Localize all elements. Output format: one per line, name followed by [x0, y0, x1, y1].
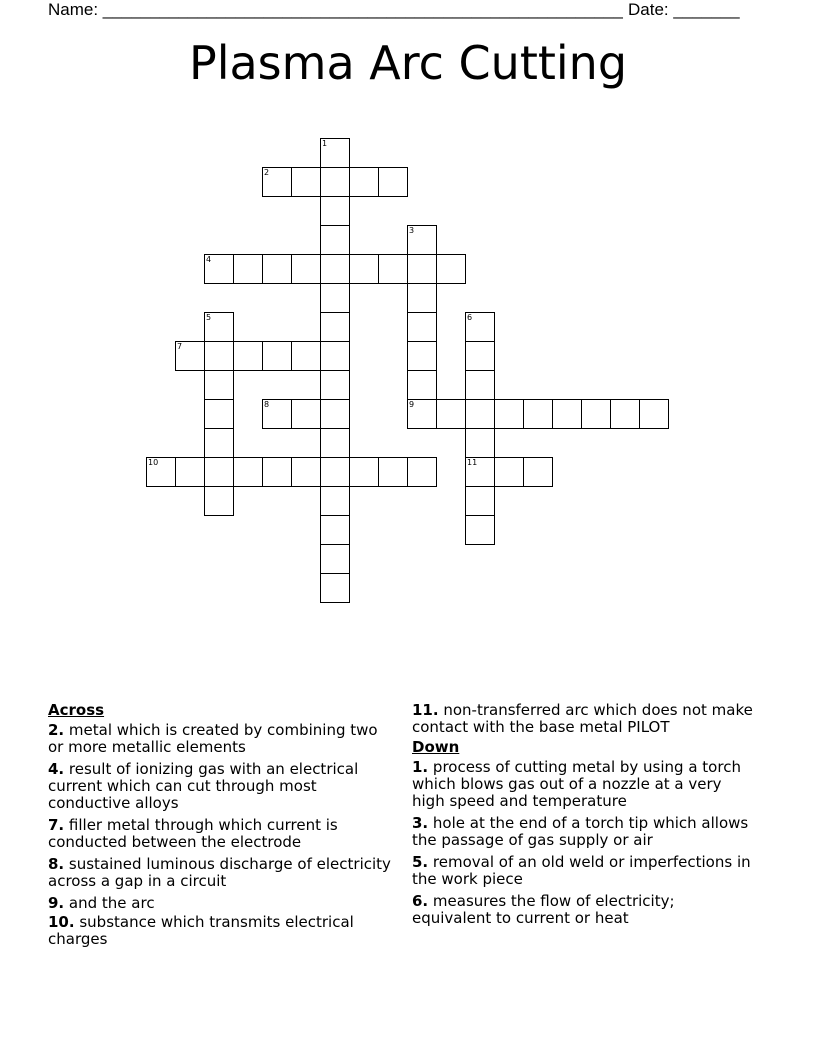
- grid-cell[interactable]: [465, 457, 495, 487]
- grid-cell[interactable]: [320, 515, 350, 545]
- grid-cell[interactable]: [320, 283, 350, 313]
- grid-cell[interactable]: [465, 399, 495, 429]
- clue-number: 6.: [412, 892, 429, 910]
- grid-cell[interactable]: [320, 486, 350, 516]
- date-line: Date: _______: [628, 0, 740, 19]
- grid-cell[interactable]: [175, 457, 205, 487]
- clue-down: [412, 815, 757, 849]
- grid-cell[interactable]: [523, 457, 553, 487]
- clue-number: 11.: [412, 701, 439, 719]
- grid-cell[interactable]: [204, 370, 234, 400]
- clue-down: [412, 893, 757, 927]
- grid-cell[interactable]: [407, 341, 437, 371]
- grid-cell[interactable]: [407, 312, 437, 342]
- clue-text: measures the flow of electricity; equivalent to current or heat: [412, 892, 675, 927]
- clue-number: 5.: [412, 853, 429, 871]
- clue-number-label: 11: [467, 458, 478, 467]
- clue-text: sustained luminous discharge of electricity across a gap in a circuit: [48, 855, 391, 890]
- grid-cell[interactable]: [204, 341, 234, 371]
- grid-cell[interactable]: [291, 254, 321, 284]
- clue-across: [48, 817, 393, 851]
- grid-cell[interactable]: [291, 399, 321, 429]
- grid-cell[interactable]: [320, 138, 350, 168]
- grid-cell[interactable]: [175, 341, 205, 371]
- clue-number-label: 8: [264, 400, 270, 409]
- clue-across: [48, 914, 393, 948]
- clue-number-label: 1: [322, 139, 328, 148]
- grid-cell[interactable]: [320, 573, 350, 603]
- grid-cell[interactable]: [465, 370, 495, 400]
- grid-cell[interactable]: [465, 312, 495, 342]
- grid-cell[interactable]: [320, 544, 350, 574]
- clue-down: [412, 854, 757, 888]
- grid-cell[interactable]: [262, 457, 292, 487]
- clue-number: 1.: [412, 758, 429, 776]
- grid-cell[interactable]: [320, 341, 350, 371]
- grid-cell[interactable]: [494, 457, 524, 487]
- grid-cell[interactable]: [523, 399, 553, 429]
- clue-text: filler metal through which current is conducted between the electrode: [48, 816, 338, 851]
- grid-cell[interactable]: [407, 399, 437, 429]
- grid-cell[interactable]: [378, 167, 408, 197]
- grid-cell[interactable]: [465, 486, 495, 516]
- clue-number-label: 7: [177, 342, 183, 351]
- clue-number-label: 6: [467, 313, 473, 322]
- clue-number: 9.: [48, 894, 65, 912]
- grid-cell[interactable]: [233, 457, 263, 487]
- clue-number: 8.: [48, 855, 65, 873]
- clue-across: [48, 856, 393, 890]
- grid-cell[interactable]: [349, 457, 379, 487]
- grid-cell[interactable]: [639, 399, 669, 429]
- grid-cell[interactable]: [407, 457, 437, 487]
- clue-number: 4.: [48, 760, 65, 778]
- grid-cell[interactable]: [320, 196, 350, 226]
- clue-text: result of ionizing gas with an electrical current which can cut through most conductive alloys: [48, 760, 359, 812]
- grid-cell[interactable]: [320, 399, 350, 429]
- across-heading: Across: [48, 701, 105, 719]
- grid-cell[interactable]: [204, 428, 234, 458]
- clue-text: non-transferred arc which does not make contact with the base metal PILOT: [412, 701, 753, 736]
- grid-cell[interactable]: [262, 341, 292, 371]
- grid-cell[interactable]: [465, 341, 495, 371]
- clue-number: 7.: [48, 816, 65, 834]
- clue-across: [48, 761, 393, 812]
- clue-text: and the arc: [68, 894, 155, 912]
- grid-cell[interactable]: [349, 254, 379, 284]
- down-heading: Down: [412, 738, 460, 756]
- grid-cell[interactable]: [204, 399, 234, 429]
- grid-cell[interactable]: [436, 254, 466, 284]
- grid-cell[interactable]: [204, 486, 234, 516]
- grid-cell[interactable]: [320, 312, 350, 342]
- grid-cell[interactable]: [320, 428, 350, 458]
- grid-cell[interactable]: [465, 515, 495, 545]
- grid-cell[interactable]: [262, 254, 292, 284]
- grid-cell[interactable]: [320, 167, 350, 197]
- grid-cell[interactable]: [407, 225, 437, 255]
- grid-cell[interactable]: [465, 428, 495, 458]
- clues-column-right: [412, 702, 757, 932]
- grid-cell[interactable]: [291, 341, 321, 371]
- clue-across: [48, 895, 393, 912]
- clue-number-label: 2: [264, 168, 270, 177]
- grid-cell[interactable]: [610, 399, 640, 429]
- clue-number-label: 9: [409, 400, 415, 409]
- clue-down: [412, 759, 757, 810]
- clue-number-label: 5: [206, 313, 212, 322]
- grid-cell[interactable]: [494, 399, 524, 429]
- grid-cell[interactable]: [320, 457, 350, 487]
- clue-text: substance which transmits electrical charges: [48, 913, 354, 948]
- page-title: Plasma Arc Cutting: [188, 36, 628, 90]
- grid-cell[interactable]: [233, 341, 263, 371]
- grid-cell[interactable]: [407, 370, 437, 400]
- grid-cell[interactable]: [204, 312, 234, 342]
- clue-text: process of cutting metal by using a torch which blows gas out of a nozzle at a very high speed and temperature: [412, 758, 741, 810]
- clue-number-label: 3: [409, 226, 415, 235]
- clue-text: removal of an old weld or imperfections in the work piece: [412, 853, 751, 888]
- grid-cell[interactable]: [320, 225, 350, 255]
- clue-number-label: 4: [206, 255, 212, 264]
- grid-cell[interactable]: [407, 254, 437, 284]
- grid-cell[interactable]: [262, 167, 292, 197]
- clue-across: [48, 722, 393, 756]
- grid-cell[interactable]: [233, 254, 263, 284]
- grid-cell[interactable]: [204, 254, 234, 284]
- grid-cell[interactable]: [436, 399, 466, 429]
- grid-cell[interactable]: [320, 370, 350, 400]
- grid-cell[interactable]: [146, 457, 176, 487]
- clue-number: 3.: [412, 814, 429, 832]
- grid-cell[interactable]: [378, 457, 408, 487]
- clue-text: metal which is created by combining two or more metallic elements: [48, 721, 378, 756]
- grid-cell[interactable]: [581, 399, 611, 429]
- grid-cell[interactable]: [291, 167, 321, 197]
- grid-cell[interactable]: [378, 254, 408, 284]
- name-line: Name: _______________________________________________________: [48, 0, 623, 19]
- grid-cell[interactable]: [262, 399, 292, 429]
- grid-cell[interactable]: [204, 457, 234, 487]
- clue-number: 2.: [48, 721, 65, 739]
- clue-across: [412, 702, 757, 736]
- clue-text: hole at the end of a torch tip which allows the passage of gas supply or air: [412, 814, 749, 849]
- grid-cell[interactable]: [349, 167, 379, 197]
- clue-number-label: 10: [148, 458, 159, 467]
- grid-cell[interactable]: [291, 457, 321, 487]
- grid-cell[interactable]: [407, 283, 437, 313]
- clues-column-left: [48, 702, 393, 953]
- grid-cell[interactable]: [552, 399, 582, 429]
- grid-cell[interactable]: [320, 254, 350, 284]
- clue-number: 10.: [48, 913, 75, 931]
